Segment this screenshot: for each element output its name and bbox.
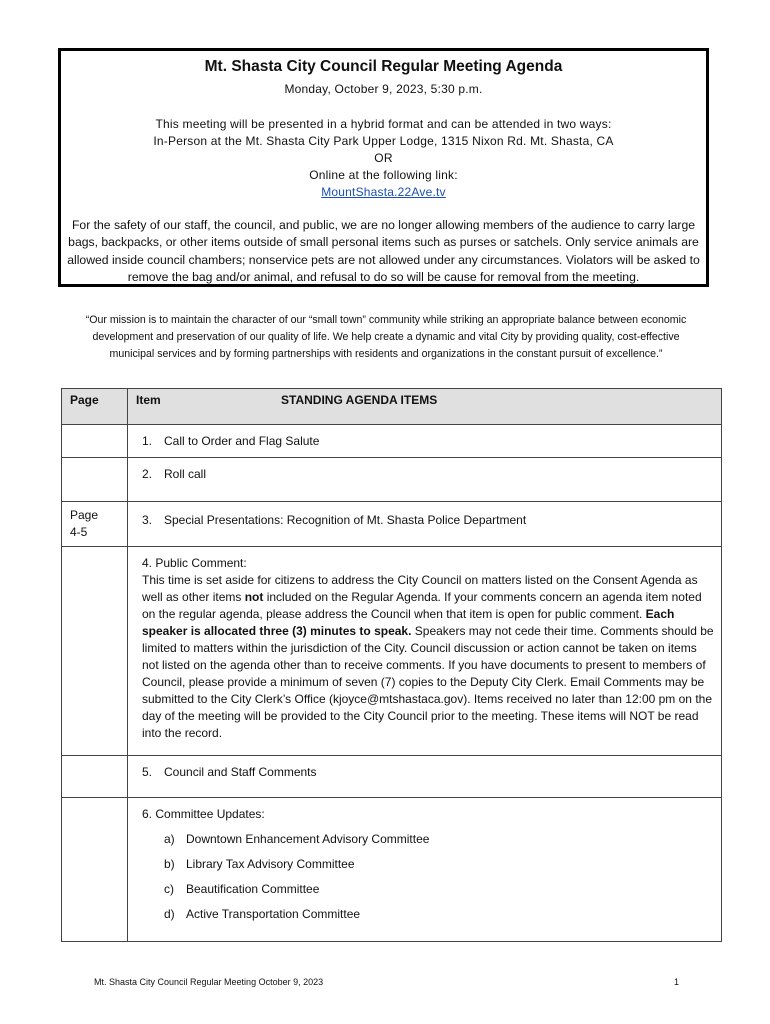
committee-item: a) Downtown Enhancement Advisory Committee xyxy=(164,832,430,846)
footer-text: Mt. Shasta City Council Regular Meeting October 9, 2023 xyxy=(94,977,324,987)
table-header-row xyxy=(62,389,722,425)
page-number: 1 xyxy=(674,977,680,987)
table-row xyxy=(62,458,722,502)
committee-item: d) Active Transportation Committee xyxy=(164,907,361,921)
mission-statement: “Our mission is to maintain the character of our “small town” community while striking an appropriate balance between economic development and preservation of our quality of life. We help create a dynamic and vital City by providing quality, cost-effective municipal services and by forming partnerships with residents and organizations in the constant pursuit of excellence.” xyxy=(85,314,687,361)
agenda-item-1: 1. Call to Order and Flag Salute xyxy=(142,434,320,448)
committee-item: b) Library Tax Advisory Committee xyxy=(164,857,355,871)
public-comment-text: This time is set aside for citizens to address the City Council on matters listed on the Consent Agenda as well as other items not included on the Regular Agenda. If your comments concern an agenda item noted on the regular agenda, please address the Council when that item is open for public comment. Each speaker is allocated three (3) minutes to speak. Speakers may not cede their time. Comments should be limited to matters within the jurisdiction of the City. Council discussion or action cannot be taken on items not listed on the agenda other than to receive comments. If you have documents to present to members of Council, please provide a minimum of seven (7) copies to the Deputy City Clerk. Email Comments may be submitted to the City Clerk’s Office (kjoyce@mtshastaca.gov). Items received no later than 12:00 pm on the day of the meeting will be provided to the City Council prior to the meeting. These items will NOT be read into the record. xyxy=(142,573,714,740)
standing-items-header: STANDING AGENDA ITEMS xyxy=(281,393,438,407)
page-cell xyxy=(62,547,128,756)
page-reference: Page 4-5 xyxy=(70,508,99,539)
table-row xyxy=(62,756,722,798)
meeting-date: Monday, October 9, 2023, 5:30 p.m. xyxy=(284,82,483,96)
agenda-item-4: 4. Public Comment: This time is set aside for citizens to address the City Council on matters listed on the Consent Agenda as well as other items not included on the Regular Agenda. If your comments concern an agenda item noted on the regular agenda, please address the Council when that item is open for public comment. Each speaker is allocated three (3) minutes to speak. Speakers may not cede their time. Comments should be limited to matters within the jurisdiction of the City. Council discussion or action cannot be taken on items not listed on the agenda other than to receive comments. If you have documents to present to members of Council, please provide a minimum of seven (7) copies to the Deputy City Clerk. Email Comments may be submitted to the City Clerk’s Office (kjoyce@mtshastaca.gov). Items received no later than 12:00 pm on the day of the meeting will be provided to the City Council prior to the meeting. These items will NOT be read into the record. xyxy=(142,556,714,740)
table-row xyxy=(62,798,722,942)
table-row xyxy=(62,547,722,756)
page-cell xyxy=(62,425,128,458)
format-intro: This meeting will be presented in a hybrid format and can be attended in two ways: xyxy=(155,117,612,131)
agenda-item-2: 2. Roll call xyxy=(142,467,207,481)
agenda-item-6: 6. Committee Updates: a) Downtown Enhancement Advisory Committee b) Library Tax Advisory Committee c) Beautification Committee d) Active Transportation Committee xyxy=(128,798,721,927)
safety-notice: For the safety of our staff, the council, and public, we are no longer allowing members of the audience to carry large bags, backpacks, or other items outside of small personal items such as purses or satchels. Only service animals are allowed inside council chambers; nonservice pets are not allowed under any circumstances. Violators will be asked to remove the bag and/or animal, and refusal to do so will be cause for removal from the meeting. xyxy=(67,218,700,284)
page-column-header: Page xyxy=(62,389,128,425)
in-person-location: In-Person at the Mt. Shasta City Park Upper Lodge, 1315 Nixon Rd. Mt. Shasta, CA xyxy=(153,134,614,148)
page-cell xyxy=(62,756,128,798)
agenda-item-5: 5. Council and Staff Comments xyxy=(142,765,317,779)
agenda-table xyxy=(61,388,722,942)
meeting-header-box xyxy=(58,48,709,287)
agenda-item-3: 3. Special Presentations: Recognition of Mt. Shasta Police Department xyxy=(142,513,527,527)
table-row xyxy=(62,502,722,547)
or-separator: OR xyxy=(374,151,393,165)
online-intro: Online at the following link: xyxy=(309,168,458,182)
page-cell xyxy=(62,458,128,502)
online-meeting-link[interactable]: MountShasta.22Ave.tv xyxy=(321,185,446,199)
table-row xyxy=(62,425,722,458)
committee-item: c) Beautification Committee xyxy=(164,882,320,896)
page-cell xyxy=(62,798,128,942)
item-column-header: Item xyxy=(136,393,161,407)
agenda-title: Mt. Shasta City Council Regular Meeting Agenda xyxy=(204,58,563,75)
